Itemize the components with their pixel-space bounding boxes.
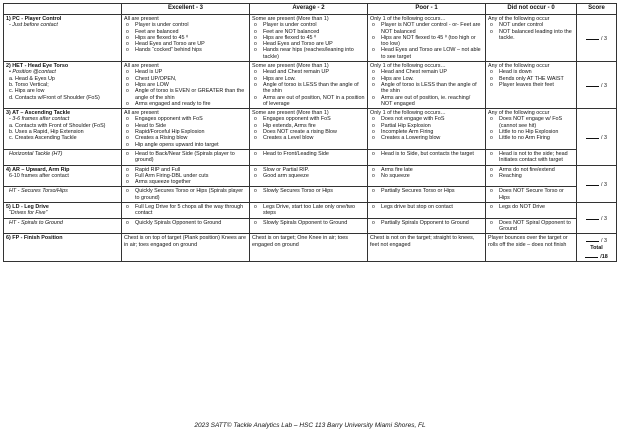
cell-intro: Some are present (More than 1): [252, 110, 329, 117]
score-cell[interactable]: [577, 15, 617, 62]
cell-intro: Only 1 of the following occurs…: [370, 63, 446, 70]
list-item: o Does NOT create a rising Blow: [252, 129, 365, 135]
list-item: o Head and Chest remain UP: [252, 69, 365, 75]
criteria-cell: [4, 234, 122, 262]
list-item: o Angle of torso is EVEN or GREATER than the angle of the shin: [124, 88, 247, 101]
criteria-label: 6) FP - Finish Position: [6, 235, 63, 242]
average-cell: [250, 165, 368, 187]
criteria-cell: [4, 165, 122, 187]
cell-intro: Any of the following occur: [488, 63, 550, 70]
list-item: o Engages opponent with FoS: [124, 116, 247, 122]
criteria-line: c. Hips are low: [9, 88, 45, 95]
table-row: [4, 109, 617, 150]
score-blank[interactable]: [586, 213, 599, 220]
list-item: o Head is UP: [124, 69, 247, 75]
did-not-occur-cell: Player bounces over the target or rolls off the side – does not finish: [486, 234, 577, 262]
score-blank[interactable]: [586, 179, 599, 186]
score-blank[interactable]: [586, 33, 599, 40]
criteria-label: 3) AT – Ascending Tackle: [6, 110, 71, 117]
criteria-line: a. Contacts with Front of Shoulder (FoS): [9, 122, 106, 129]
list-item: o Head to Front/Leading Side: [252, 151, 365, 157]
excellent-cell: [122, 203, 250, 219]
excellent-cell: [122, 62, 250, 109]
criteria-line: - 3-6 frames after contact: [9, 116, 70, 123]
list-item: o Hips are flexed to 45 ⁰: [124, 35, 247, 41]
excellent-cell: [122, 187, 250, 203]
list-item: o Hips are NOT flexed to 45 ⁰ (too high or too low): [370, 35, 483, 48]
criteria-line: “Drives for Five”: [9, 210, 48, 217]
criteria-label: Horizontal Tackle (HT): [9, 150, 63, 157]
criteria-cell: [4, 15, 122, 62]
did-not-occur-cell: [486, 15, 577, 62]
cell-intro: All are present: [124, 63, 159, 70]
list-item: o Angle of torso is LESS than the angle of the shin: [252, 82, 365, 95]
poor-cell: Chest is not on the target; straight to knees, feet not engaged: [368, 234, 486, 262]
list-item: o Hip angle opens upward into target: [124, 142, 247, 148]
criteria-line: a. Head & Eyes Up: [9, 75, 55, 82]
list-item: o Arms do not fire/extend: [488, 167, 574, 173]
header-average: Average - 2: [250, 4, 368, 15]
table-row: [4, 234, 617, 262]
poor-cell: [368, 203, 486, 219]
list-item: o Legs drive but stop on contact: [370, 204, 483, 210]
average-cell: [250, 187, 368, 203]
list-item: o Quickly Secures Torso or Hips (Spirals player to ground): [124, 188, 247, 201]
score-blank[interactable]: [586, 80, 599, 87]
list-item: o Hip extends, Arms fire: [252, 123, 365, 129]
excellent-cell: Chest is on top of target (Plank position) Knees are in air; toes engaged on ground: [122, 234, 250, 262]
list-item: o Quickly Spirals Opponent to Ground: [124, 220, 247, 226]
header-poor: Poor - 1: [368, 4, 486, 15]
criteria-line: 6-10 frames after contact: [9, 172, 69, 179]
list-item: o NOT balanced leading into the tackle.: [488, 29, 574, 42]
list-item: o No squeeze: [370, 173, 483, 179]
criteria-cell: [4, 218, 122, 234]
average-cell: [250, 109, 368, 150]
did-not-occur-cell: [486, 62, 577, 109]
header-excellent: Excellent - 3: [122, 4, 250, 15]
list-item: o Chest UP/OPEN,: [124, 76, 247, 82]
table-row: [4, 62, 617, 109]
list-item: o Player leaves their feet: [488, 82, 574, 88]
total-blank[interactable]: [585, 251, 598, 258]
list-item: o Does NOT Spiral Opponent to Ground: [488, 220, 574, 233]
list-item: o Bends only AT THE WAIST: [488, 76, 574, 82]
score-cell[interactable]: [577, 62, 617, 109]
list-item: o Head to Side: [124, 123, 247, 129]
list-item: o NOT under control: [488, 22, 574, 28]
excellent-cell: [122, 109, 250, 150]
list-item: o Legs do NOT Drive: [488, 204, 574, 210]
list-item: o Head Eyes and Torso are LOW – not able to see target: [370, 47, 483, 60]
header-row: [4, 4, 617, 15]
table-row: [4, 187, 617, 203]
poor-cell: [368, 165, 486, 187]
list-item: o Partial Hip Explosion: [370, 123, 483, 129]
list-item: o Hips are Low.: [370, 76, 483, 82]
list-item: o Reaching: [488, 173, 574, 179]
list-item: o Player is NOT under control - or- Feet are NOT balanced: [370, 22, 483, 35]
cell-intro: All are present: [124, 110, 159, 117]
table-row: [4, 15, 617, 62]
criteria-line: c. Creates Ascending Tackle: [9, 135, 77, 142]
list-item: o Head is to Side, but contacts the target: [370, 151, 483, 157]
poor-cell: [368, 218, 486, 234]
excellent-cell: [122, 15, 250, 62]
list-item: o Arms are out of position, NOT in a position of leverage: [252, 95, 365, 108]
list-item: o Feet are balanced: [124, 29, 247, 35]
excellent-cell: [122, 149, 250, 165]
score-max: / 3: [601, 238, 607, 245]
cell-intro: Only 1 of the following occurs…: [370, 110, 446, 117]
score-max: / 3: [601, 83, 607, 90]
score-cell[interactable]: [577, 234, 617, 262]
list-item: o Arms engaged and ready to fire: [124, 101, 247, 107]
list-item: o Slowly Secures Torso or Hips: [252, 188, 365, 194]
list-item: o Incomplete Arm Firing: [370, 129, 483, 135]
score-cell[interactable]: [577, 109, 617, 165]
header-criteria: [4, 4, 122, 15]
tackle-rubric-table: [3, 3, 617, 262]
list-item: o Arms are out of position, ie. reaching/ NOT engaged: [370, 95, 483, 108]
header-did-not-occur: Did not occur - 0: [486, 4, 577, 15]
score-cell[interactable]: [577, 165, 617, 202]
list-item: o Full Arm Firing-DBL under cuts: [124, 173, 247, 179]
table-row: [4, 218, 617, 234]
list-item: o Does NOT Secure Torso or Hips: [488, 188, 574, 201]
cell-intro: All are present: [124, 16, 159, 22]
did-not-occur-cell: [486, 187, 577, 203]
criteria-line: d. Contacts w/Front of Shoulder (FoS): [9, 94, 100, 101]
criteria-line: b. Uses a Rapid, Hip Extension: [9, 129, 84, 136]
did-not-occur-cell: [486, 165, 577, 187]
table-row: [4, 149, 617, 165]
list-item: o Engages opponent with FoS: [252, 116, 365, 122]
criteria-label: 5) LD - Leg Drive: [6, 204, 49, 211]
score-max: / 3: [601, 36, 607, 43]
list-item: o Player is under control: [124, 22, 247, 28]
list-item: o Creates a Rising blow: [124, 135, 247, 141]
criteria-label: HT - Secures Torso/Hips: [9, 188, 68, 195]
average-cell: [250, 15, 368, 62]
list-item: o Head to Back/Near Side (Spirals player to ground): [124, 151, 247, 164]
list-item: o Arms fire late: [370, 167, 483, 173]
criteria-line: - Just before contact: [9, 22, 58, 29]
list-item: o Partially Spirals Opponent to Ground: [370, 220, 483, 226]
footer-credit: 2023 SATT© Tackle Analytics Lab – HSC 113 Barry University Miami Shores, FL: [194, 422, 426, 429]
list-item: o Feet are NOT balanced: [252, 29, 365, 35]
list-item: o Hips are Low.: [252, 76, 365, 82]
list-item: o Does not engage with FoS: [370, 116, 483, 122]
list-item: o Little to no Arm Firing: [488, 135, 574, 141]
list-item: o Angle of torso is LESS than the angle of the shin: [370, 82, 483, 95]
list-item: o Head is down: [488, 69, 574, 75]
excellent-cell: [122, 218, 250, 234]
score-cell[interactable]: [577, 203, 617, 234]
list-item: o Creates a Lowering blow: [370, 135, 483, 141]
total-label: Total: [590, 244, 603, 251]
average-cell: [250, 149, 368, 165]
score-max: / 3: [601, 216, 607, 223]
list-item: o Rapid RIP and Full: [124, 167, 247, 173]
list-item: o Head Eyes and Torso are UP: [252, 41, 365, 47]
criteria-label: 1) PC - Player Control: [6, 16, 62, 22]
score-max: / 3: [601, 182, 607, 189]
list-item: o Arms squeeze together: [124, 179, 247, 185]
did-not-occur-cell: [486, 218, 577, 234]
list-item: o Player is under control: [252, 22, 365, 28]
criteria-cell: [4, 187, 122, 203]
list-item: o Slow or Partial RIP.: [252, 167, 365, 173]
poor-cell: [368, 149, 486, 165]
cell-intro: Any of the following occur: [488, 16, 550, 22]
total-max: /18: [600, 253, 608, 260]
cell-intro: Some are present (More than 1): [252, 63, 329, 70]
did-not-occur-cell: [486, 203, 577, 219]
average-cell: [250, 218, 368, 234]
poor-cell: [368, 15, 486, 62]
excellent-cell: [122, 165, 250, 187]
cell-intro: Only 1 of the following occurs…: [370, 16, 446, 22]
list-item: o Legs Drive, start too Late only one/two steps: [252, 204, 365, 217]
list-item: o Little to no Hip Explosion: [488, 129, 574, 135]
average-cell: [250, 203, 368, 219]
table-row: [4, 165, 617, 187]
poor-cell: [368, 187, 486, 203]
list-item: o Hips are LOW: [124, 82, 247, 88]
criteria-line: b. Torso Vertical;: [9, 81, 49, 88]
score-blank[interactable]: [586, 132, 599, 139]
criteria-cell: [4, 109, 122, 150]
criteria-cell: [4, 203, 122, 219]
list-item: o Hands near hips (reaches/leaning into tackle): [252, 47, 365, 60]
score-blank[interactable]: [586, 235, 599, 242]
criteria-label: HT - Spirals to Ground: [9, 219, 63, 226]
cell-intro: Any of the following occur: [488, 110, 550, 117]
poor-cell: [368, 62, 486, 109]
list-item: o Slowly Spirals Opponent to Ground: [252, 220, 365, 226]
list-item: o Head is not to the side; head Initiates contact with target: [488, 151, 574, 164]
list-item: o Does NOT engage w/ FoS (cannot see hit): [488, 116, 574, 129]
list-item: o Full Leg Drive for 5 chops all the way through contact: [124, 204, 247, 217]
average-cell: [250, 62, 368, 109]
list-item: o Creates a Level blow: [252, 135, 365, 141]
criteria-cell: [4, 62, 122, 109]
list-item: o Rapid/Forceful Hip Explosion: [124, 129, 247, 135]
list-item: o Hands “cocked” behind hips: [124, 47, 247, 53]
score-max: / 3: [601, 135, 607, 142]
table-row: [4, 203, 617, 219]
criteria-cell: [4, 149, 122, 165]
header-score: Score: [577, 4, 617, 15]
did-not-occur-cell: [486, 109, 577, 150]
cell-intro: Some are present (More than 1): [252, 16, 329, 22]
list-item: o Head Eyes and Torso are UP: [124, 41, 247, 47]
did-not-occur-cell: [486, 149, 577, 165]
list-item: o Good arm squeeze: [252, 173, 365, 179]
criteria-label: 2) HET - Head Eye Torso: [6, 63, 69, 70]
poor-cell: [368, 109, 486, 150]
list-item: o Hips are flexed to 45 ⁰: [252, 35, 365, 41]
criteria-label: 4) AR – Upward, Arm Rip: [6, 166, 70, 173]
list-item: o Head and Chest remain UP: [370, 69, 483, 75]
list-item: o Partially Secures Torso or Hips: [370, 188, 483, 194]
criteria-line: • Position @contact: [9, 69, 56, 76]
average-cell: Chest is on target; One Knee in air; toes engaged on ground: [250, 234, 368, 262]
